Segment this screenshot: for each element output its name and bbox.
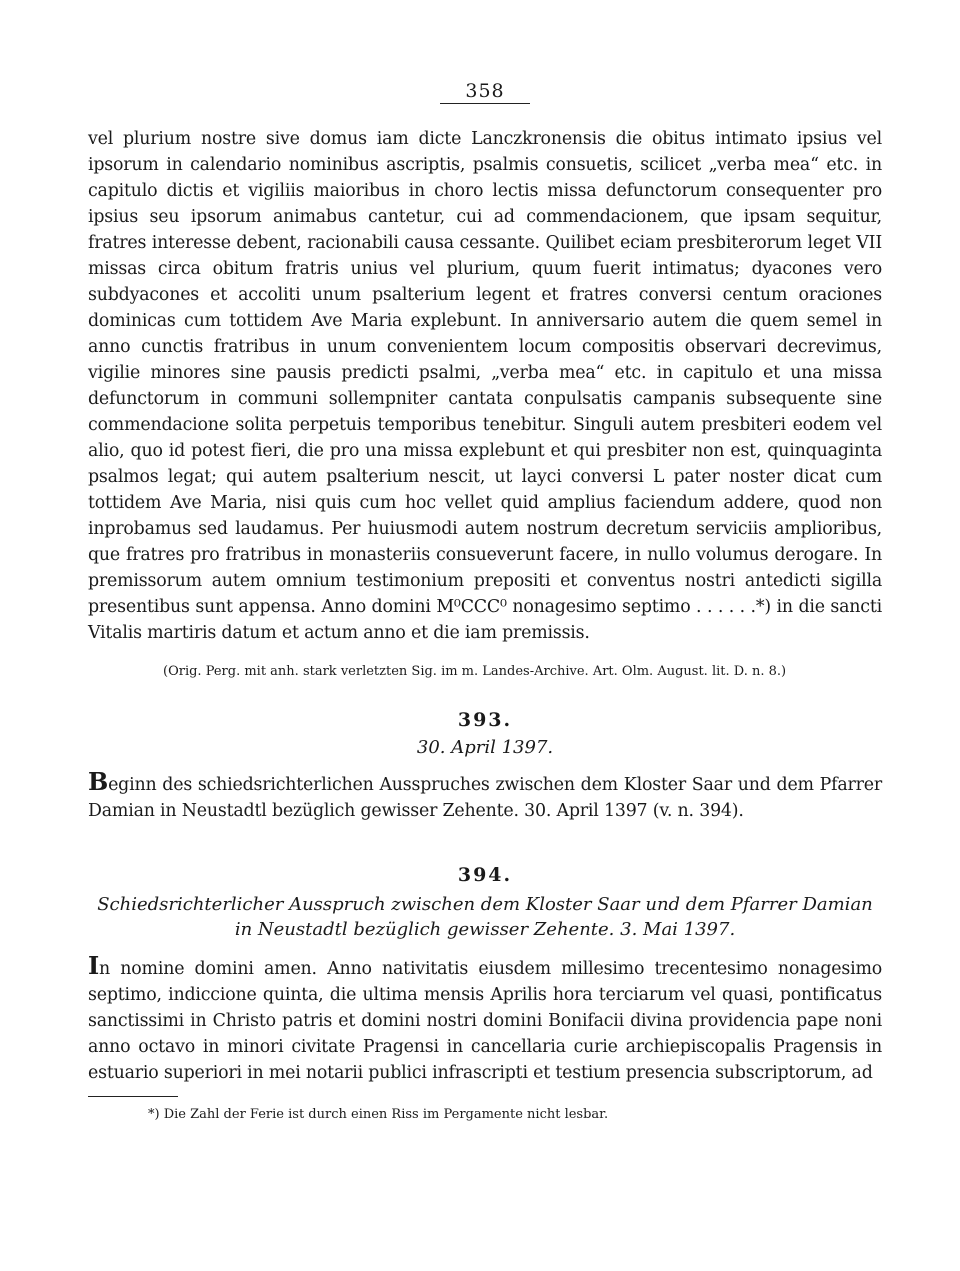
document-text-394	[88, 951, 882, 1086]
page-number: 358	[440, 80, 530, 104]
document-number-393: 393.	[457, 709, 513, 731]
document-summary-393	[88, 767, 882, 824]
footnote: *) Die Zahl der Ferie ist durch einen Riss im Pergamente nicht lesbar.	[148, 1107, 609, 1122]
initial-letter: B	[88, 767, 109, 796]
summary-text: eginn des schiedsrichterlichen Ausspruches zwischen dem Kloster Saar und dem Pfarrer Damian in Neustadtl bezüglich gewisser Zehente. 30. April 1397 (v. n. 394).	[88, 775, 882, 821]
source-note: (Orig. Perg. mit anh. stark verletzten Sig. im m. Landes-Archive. Art. Olm. August. lit. D. n. 8.)	[163, 664, 787, 679]
footnote-rule	[88, 1096, 178, 1097]
document-title-394: Schiedsrichterlicher Ausspruch zwischen dem Kloster Saar und dem Pfarrer Damian in Neustadtl bezüglich gewisser Zehente. 3. Mai 1397.	[97, 894, 873, 940]
paragraph-continued: vel plurium nostre sive domus iam dicte Lanczkronensis die obitus intimato ipsius vel ipsorum in calendario nominibus ascriptis, psalmis consuetis, scilicet „verba mea“ etc. in capitulo dictis et vigiliis maioribus in choro lectis missa defunctorum consequenter pro ipsius seu ipsorum animabus cantetur, cui ad commendacionem, que ipsam sequitur, fratres interesse debent, racionabili causa cessante. Quilibet eciam presbiterorum leget VII missas circa obitum fratris unius vel plurium, quum fuerit intimatus; dyacones vero subdyacones et accoliti unum psalterium legent et fratres conversi centum oraciones dominicas cum tottidem Ave Maria explebunt. In anniversario autem die quem semel in anno cunctis fratribus in unum convenientem locum compositis observari decrevimus, vigilie minores sine pausis predicti psalmi, „verba mea“ etc. in capitulo et una missa defunctorum in communi sollempniter cantata conpulsatis campanis subsequente sine commendacione solita perpetuis temporibus tenebitur. Singuli autem presbiteri eodem vel alio, quo id potest fieri, die pro una missa explebunt et qui presbiter non est, quinquaginta psalmos legat; qui autem psalterium nescit, ut layci conversi L pater noster dicat cum tottidem Ave Maria, nisi quis cum hoc vellet quid amplius faciendum addere, quod non inprobamus sed laudamus. Per huiusmodi autem nostrum decretum serviciis amplioribus, que fratres pro fratribus in monasteriis consueverunt facere, in nullo volumus derogare. In premissorum autem omnium testimonium prepositi et conventus nostri antedicti sigilla presentibus sunt appensa. Anno domini M⁰CCC⁰ nonagesimo septimo . . . . . .*) in die sancti Vitalis martiris datum et actum anno et die iam premissis.	[88, 129, 882, 643]
document-date-393: 30. April 1397.	[416, 737, 554, 758]
page	[88, 80, 882, 1135]
document-number-394: 394.	[457, 864, 513, 886]
initial-letter: I	[88, 951, 100, 980]
document-body-text: n nomine domini amen. Anno nativitatis eiusdem millesimo trecentesimo nonagesimo septimo, indiccione quinta, die ultima mensis Aprilis hora terciarum vel quasi, pontificatus sanctissimi in Christo patris et domini nostri domini Bonifacii divina providencia pape noni anno octavo in minori civitate Pragensi in cancellaria curie archiepiscopalis Pragensis in estuario superiori in mei notarii publici infrascripti et testium presencia subscriptorum, ad	[88, 959, 882, 1083]
